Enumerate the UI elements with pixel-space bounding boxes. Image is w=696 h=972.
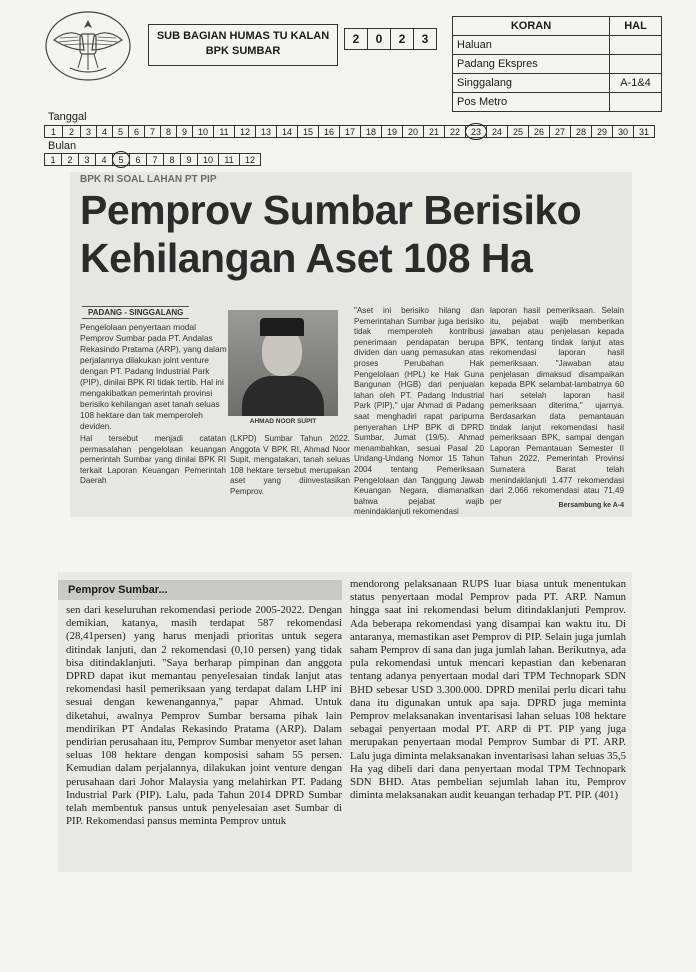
month-box: 10 bbox=[197, 153, 219, 166]
paper-name: Padang Ekspres bbox=[453, 55, 610, 74]
day-box: 11 bbox=[213, 125, 235, 138]
day-box: 6 bbox=[128, 125, 145, 138]
photo-caption: AHMAD NOOR SUPIT bbox=[249, 418, 317, 425]
day-boxes bbox=[44, 125, 654, 138]
paper-hal bbox=[610, 55, 662, 74]
month-box: 4 bbox=[95, 153, 113, 166]
day-box: 21 bbox=[423, 125, 445, 138]
day-box: 14 bbox=[276, 125, 298, 138]
day-box: 29 bbox=[591, 125, 613, 138]
continuation-right-column: mendorong pelaksanaan RUPS luar biasa untuk menentukan status penyertaan modal Pemprov pada PT. ARP. Namun hingga saat ini rekomendasi belum ditindaklanjuti Pemprov. Ada beberapa rekomendasi yang disampai kan waktu itu. Di antaranya, memastikan aset Pemprov di PIP. Selain juga jumlah saham Pemprov di sana dan juga jumlah lahan. Berikutnya, ada pula rekomendasi untuk mencari kepastian dan kebenaran tentang adanya penyertaan modal dari TPM Technopark SDN BHD sebesar USD 3.300.000. DPRD menilai perlu dicari tahu dana itu digunakan untuk apa saja. DPRD juga meminta Pemprov melaksanakan inventarisasi lahan seluas 108 hektare sebagai penyertaan modal PT. ARP di PT. PIP yang juga merupakan penyertaan modal Pemprov Sumbar di PT. ARP. Lalu juga diminta melaksanakan inventarisasi lahan seluas 35,5 Ha yag dibeli dari dana penyertaan modal TPM Technopark SDN BHD. Atas pembelian sejumlah lahan itu, Pemprov diminta melaksanakan audit keuangan terhadap PT. PIP. (401) bbox=[350, 578, 626, 802]
table-row bbox=[453, 55, 662, 74]
paper-name: Pos Metro bbox=[453, 93, 610, 112]
newspaper-table bbox=[452, 16, 662, 112]
day-box: 19 bbox=[381, 125, 403, 138]
day-box: 31 bbox=[633, 125, 655, 138]
table-row bbox=[453, 36, 662, 55]
office-line-2: BPK SUMBAR bbox=[205, 45, 281, 57]
hal-header: HAL bbox=[610, 17, 662, 36]
day-box: 15 bbox=[297, 125, 319, 138]
continuation-clipping bbox=[58, 572, 632, 872]
day-box: 28 bbox=[570, 125, 592, 138]
month-boxes bbox=[44, 153, 260, 166]
headline-line-2: Kehilangan Aset 108 Ha bbox=[80, 235, 533, 281]
year-digit: 3 bbox=[413, 28, 437, 50]
article-kicker: BPK RI SOAL LAHAN PT PIP bbox=[80, 174, 217, 185]
day-box: 26 bbox=[528, 125, 550, 138]
day-box: 18 bbox=[360, 125, 382, 138]
day-box: 5 bbox=[112, 125, 129, 138]
day-box: 23 bbox=[465, 125, 487, 138]
article-dateline: PADANG - SINGGALANG bbox=[82, 306, 189, 319]
year-digit: 2 bbox=[344, 28, 368, 50]
table-row bbox=[453, 93, 662, 112]
paper-hal bbox=[610, 36, 662, 55]
headline-line-1: Pemprov Sumbar Berisiko bbox=[80, 187, 582, 233]
day-box: 24 bbox=[486, 125, 508, 138]
day-box: 10 bbox=[192, 125, 214, 138]
office-line-1: SUB BAGIAN HUMAS TU KALAN bbox=[156, 30, 330, 42]
year-boxes bbox=[344, 28, 436, 50]
continuation-left-column: sen dari keseluruhan rekomendasi periode 2005-2022. Dengan demikian, katanya, masih terdapat 587 rekomendasi (28,41persen) yang harus menjadi prioritas untuk segera ditindak lanjuti, dan 2 rekomendasi (0,10 persen) yang tidak bisa ditindaklanjuti. "Saya berharap pimpinan dan anggota DPRD dapat ikut memantau penyelesaian tindak lanjut atas rekomendasi hasil pemeriksaan yang terdapat dalam LHP ini sesuai dengan kewenangannya," papar Ahmad. Untuk diketahui, awalnya Pemprov Sumbar bersama pihak lain mendirikan PT Andalas Rekasindo Pratama (ARP). Dalam pendirian perusahaan itu, Pemprov Sumbar menyetor aset lahan seluas 108 hektare dengan komposisi saham 55 persen. Kemudian dalam perjalannya, dilakukan joint venture dengan perusahaan dari Johor Malaysia yang melahirkan PT. Padang Industrial Park (PIP). Lalu, pada Tahun 2014 DPRD Sumbar telah membentuk pansus untuk penyelesaian aset Sumbar di PIP. Rekomendasi pansus meminta Pemprov untuk bbox=[66, 604, 342, 828]
year-digit: 0 bbox=[367, 28, 391, 50]
day-box: 8 bbox=[160, 125, 177, 138]
day-box: 22 bbox=[444, 125, 466, 138]
month-box: 1 bbox=[44, 153, 62, 166]
article-column-3: "Aset ini berisiko hilang dan Pemerintahan Sumbar juga berisiko tidak memperoleh kontribusi penerimaan pendapatan berupa dividen dan uang pemasukan atas proses Perubahan Hak Pengelolaan (HPL) ke Hak Guna Bangunan (HGB) dari penjualan lahan oleh PT. Padang Industrial Park (PIP)," ujar Ahmad di Padang saat menghadiri rapat paripurna penyerahan LHP BPK di DPRD Sumbar, Jumat (19/5). Ahmad menambahkan, sesuai Pasal 20 Undang-Undang Nomor 15 Tahun 2004 tentang Pemeriksaan Pengelolaan dan Tanggung Jawab Keuangan Negara, diamanatkan bahwa pejabat wajib menindaklanjuti rekomendasi bbox=[354, 306, 484, 517]
office-box bbox=[148, 24, 338, 66]
paper-name: Singgalang bbox=[453, 74, 610, 93]
article-clipping bbox=[70, 172, 632, 517]
article-column-2: (LKPD) Sumbar Tahun 2022. Anggota V BPK RI, Ahmad Noor Supit, mengatakan, tanah seluas 108 hektare tersebut merupakan aset yang diinvestasikan Pemprov. bbox=[230, 434, 350, 496]
month-box: 6 bbox=[129, 153, 147, 166]
continued-note: Bersambung ke A-4 bbox=[558, 502, 624, 509]
paper-hal bbox=[610, 93, 662, 112]
day-box: 7 bbox=[144, 125, 161, 138]
day-box: 16 bbox=[318, 125, 340, 138]
tanggal-label: Tanggal bbox=[48, 111, 87, 123]
day-box: 13 bbox=[255, 125, 277, 138]
article-column-1: Hal tersebut menjadi catatan permasalahan pengelolaan keuangan pemerintah Sumbar yang dinilai BPK RI terkait Laporan Keuangan Pemerintah Daerah bbox=[80, 434, 226, 486]
article-headline bbox=[80, 186, 620, 282]
day-box: 30 bbox=[612, 125, 634, 138]
bulan-label: Bulan bbox=[48, 140, 77, 152]
garuda-emblem-icon bbox=[44, 10, 132, 82]
koran-header: KORAN bbox=[453, 17, 610, 36]
day-box: 20 bbox=[402, 125, 424, 138]
month-box: 12 bbox=[239, 153, 261, 166]
day-box: 2 bbox=[62, 125, 81, 138]
paper-name: Haluan bbox=[453, 36, 610, 55]
article-lead: Pengelolaan penyertaan modal Pemprov Sumbar pada PT. Andalas Rekasindo Pratama (ARP), yang dalam perjalannya dilakukan joint venture dengan PT. Padang Industrial Park (PIP), dinilai BPK RI tidak tertib. Hal ini mengakibatkan pemerintah provinsi berisiko kehilangan aset tanah seluas 108 hektare dan tak memperoleh deviden. bbox=[80, 322, 227, 431]
month-box: 7 bbox=[146, 153, 164, 166]
month-box: 9 bbox=[180, 153, 198, 166]
month-box: 3 bbox=[78, 153, 96, 166]
day-box: 17 bbox=[339, 125, 361, 138]
day-box: 27 bbox=[549, 125, 571, 138]
day-box: 1 bbox=[44, 125, 63, 138]
day-box: 25 bbox=[507, 125, 529, 138]
article-column-4: laporan hasil pemeriksaan. Selain itu, pejabat wajib memberikan jawaban atau penjelasan kepada BPK, tentang tindak lanjut atas rekomendasi laporan hasil pemeriksaan. "Jawaban atau penjelasan dimaksud disampaikan kepada BPK selambat-lambatnya 60 hari setelah laporan hasil pemeriksaan diterima," ujarnya. Berdasarkan data pemantauan tindak lanjut rekomendasi hasil pemeriksaan BPK, sampai dengan Laporan Pemantauan Semester II Tahun 2022, Pemerintah Provinsi Sumatera Barat telah menindaklanjuti 1.477 rekomendasi dari 2.066 rekomendasi atau 71,49 per bbox=[490, 306, 624, 506]
day-box: 9 bbox=[176, 125, 193, 138]
continuation-title: Pemprov Sumbar... bbox=[58, 580, 342, 600]
day-box: 3 bbox=[80, 125, 97, 138]
month-box: 2 bbox=[61, 153, 79, 166]
month-box: 5 bbox=[112, 153, 130, 166]
portrait-photo bbox=[228, 310, 338, 416]
month-box: 8 bbox=[163, 153, 181, 166]
month-box: 11 bbox=[218, 153, 240, 166]
paper-hal: A-1&4 bbox=[610, 74, 662, 93]
day-box: 4 bbox=[96, 125, 113, 138]
year-digit: 2 bbox=[390, 28, 414, 50]
day-box: 12 bbox=[234, 125, 256, 138]
table-row bbox=[453, 74, 662, 93]
